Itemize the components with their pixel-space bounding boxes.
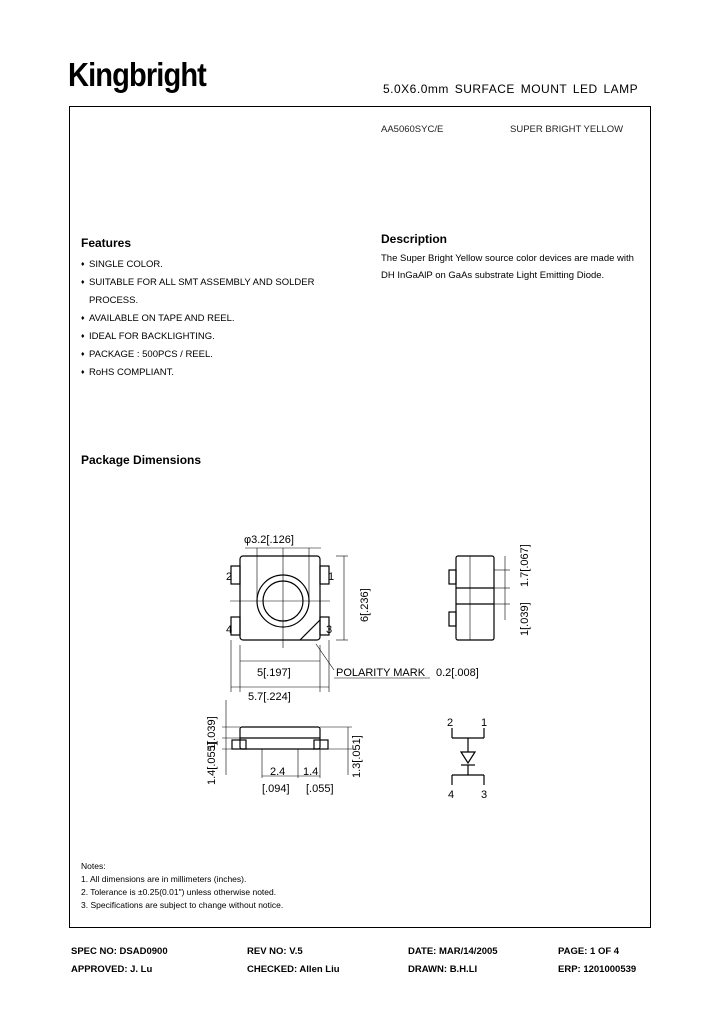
footer-rev-no: REV NO: V.5 [247,946,303,957]
notes-title: Notes: [81,861,106,871]
pad-2 [231,566,240,584]
feature-item: ♦ SINGLE COLOR. [81,256,361,274]
dim-pad-a-in: [.094] [262,783,290,795]
part-number: AA5060SYC/E [381,124,444,135]
description-heading: Description [381,232,448,246]
package-heading: Package Dimensions [81,453,202,467]
dim-front-left-top: 1[.039] [206,716,218,750]
polarity-label: POLARITY MARK [336,667,426,679]
pin-2-label: 2 [226,571,233,583]
dim-side-top: 1.7[.067] [519,544,531,587]
feature-item: ♦ SUITABLE FOR ALL SMT ASSEMBLY AND SOLDER [81,274,361,292]
notes [81,860,283,912]
circuit-pin-1: 1 [481,717,488,729]
document-title: 5.0X6.0mm SURFACE MOUNT LED LAMP [383,82,639,96]
circuit-pin-4: 4 [448,789,455,801]
side-view-body [456,556,494,640]
note-item: 2. Tolerance is ±0.25(0.01") unless otherwise noted. [81,887,277,897]
dim-front-left-bottom: 1.4[.055] [206,742,218,785]
footer-spec-no: SPEC NO: DSAD0900 [71,946,168,957]
feature-item: ♦ IDEAL FOR BACKLIGHTING. [81,328,361,346]
diode-symbol [461,752,475,763]
circuit-pin-3: 3 [481,789,488,801]
feature-item: ♦ RoHS COMPLIANT. [81,364,361,382]
part-color: SUPER BRIGHT YELLOW [510,124,624,135]
footer-approved: APPROVED: J. Lu [71,964,153,975]
dim-pad-b-in: [.055] [306,783,334,795]
dim-diameter: φ3.2[.126] [244,534,294,546]
circuit-pin-2: 2 [447,717,454,729]
footer-checked: CHECKED: Allen Liu [247,964,340,975]
pin-1-label: 1 [328,571,335,583]
features-heading: Features [81,236,132,250]
pin-3-label: 3 [326,624,333,636]
dim-pad-a: 2.4 [270,766,286,778]
dim-height: 6[.236] [359,588,371,622]
note-item: 3. Specifications are subject to change without notice. [81,900,284,910]
dim-front-right: 1.3[.051] [351,735,363,778]
feature-item: ♦ PACKAGE : 500PCS / REEL. [81,346,361,364]
footer-drawn: DRAWN: B.H.LI [408,964,478,975]
dim-side-mid: 1[.039] [519,602,531,636]
feature-item: ♦ AVAILABLE ON TAPE AND REEL. [81,310,361,328]
brand-logo: Kingbright [68,56,206,93]
dim-polarity: 0.2[.008] [436,667,479,679]
description-text: The Super Bright Yellow source color devices are made with DH InGaAlP on GaAs substrate Light Emitting Diode. [381,253,634,281]
pin-4-label: 4 [226,624,233,636]
footer-date: DATE: MAR/14/2005 [408,946,498,957]
feature-item: PROCESS. [89,295,139,306]
footer-erp: ERP: 1201000539 [558,964,637,975]
dim-width-outer: 5.7[.224] [248,691,291,703]
footer-page: PAGE: 1 OF 4 [558,946,620,957]
pad-4 [231,617,240,635]
dim-width-inner: 5[.197] [257,667,291,679]
dim-pad-b: 1.4 [303,766,319,778]
note-item: 1. All dimensions are in millimeters (inches). [81,874,247,884]
